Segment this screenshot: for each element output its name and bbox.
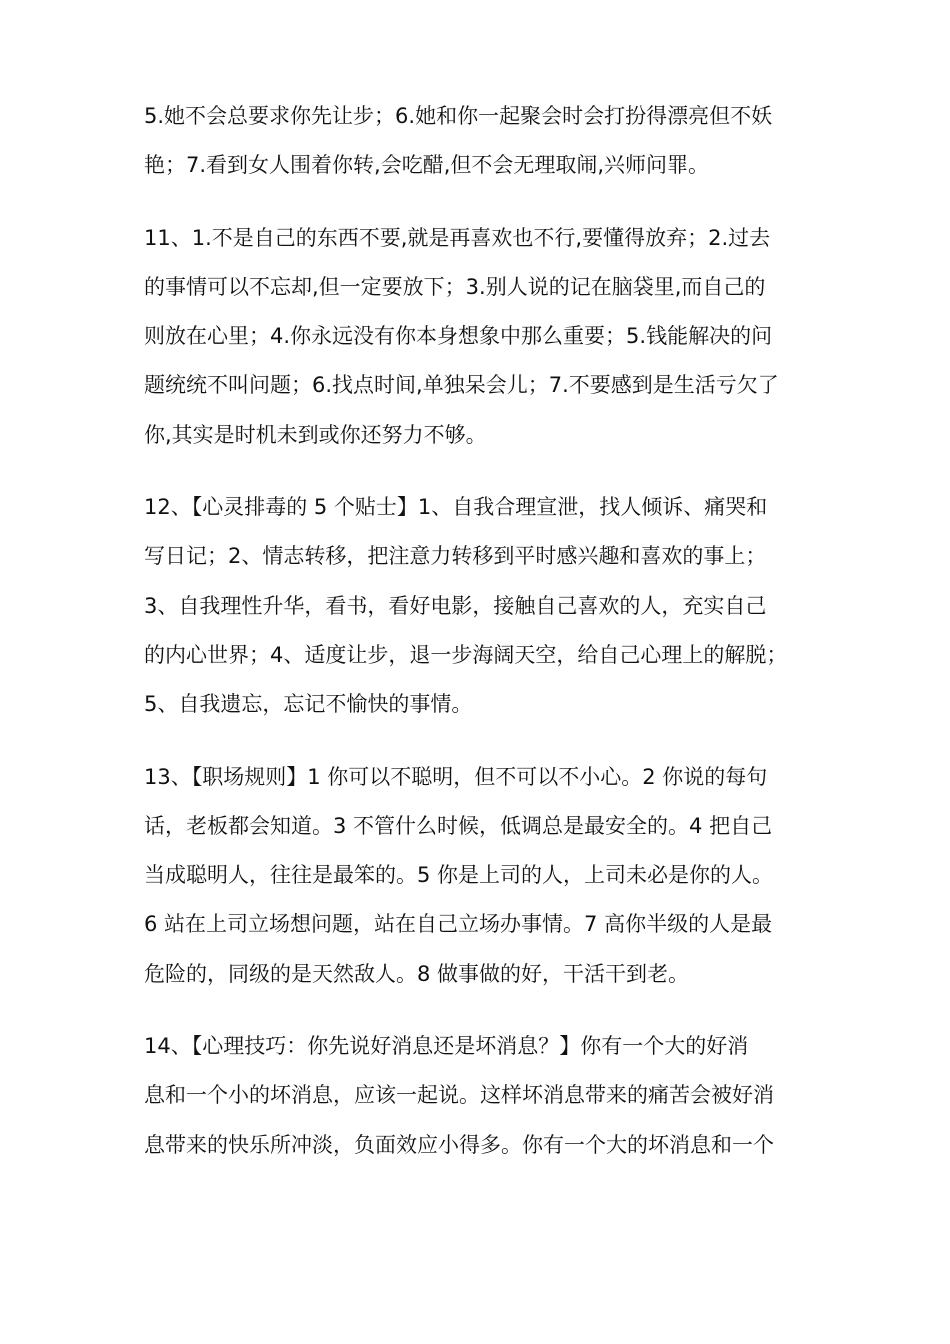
paragraph-item-11	[144, 214, 824, 460]
text-line: 话，老板都会知道。3 不管什么时候，低调总是最安全的。4 把自己	[144, 813, 773, 838]
text-line: 11、1.不是自己的东西不要,就是再喜欢也不行,要懂得放弃；2.过去	[144, 225, 771, 250]
paragraph-item-14	[144, 1022, 824, 1170]
paragraph-continuation-item-10	[144, 92, 824, 191]
text-line: 危险的，同级的是天然敌人。8 做事做的好，干活干到老。	[144, 961, 690, 986]
text-line: 息和一个小的坏消息，应该一起说。这样坏消息带来的痛苦会被好消	[144, 1083, 774, 1108]
text-line: 题统统不叫问题；6.找点时间,单独呆会儿；7.不要感到是生活亏欠了	[144, 373, 779, 398]
text-line: 的事情可以不忘却,但一定要放下；3.别人说的记在脑袋里,而自己的	[144, 274, 766, 299]
text-line: 5.她不会总要求你先让步；6.她和你一起聚会时会打扮得漂亮但不妖	[144, 104, 773, 128]
text-line: 5、自我遗忘，忘记不愉快的事情。	[144, 692, 473, 717]
paragraph-item-12	[144, 483, 824, 729]
text-line: 艳；7.看到女人围着你转,会吃醋,但不会无理取闹,兴师问罪。	[144, 153, 710, 178]
text-line: 则放在心里；4.你永远没有你本身想象中那么重要；5.钱能解决的问	[144, 324, 773, 349]
text-line: 3、自我理性升华，看书，看好电影，接触自己喜欢的人，充实自己	[144, 593, 767, 618]
text-line: 12、【心灵排毒的 5 个贴士】1、自我合理宣泄，找人倾诉、痛哭和	[144, 495, 768, 520]
text-line: 当成聪明人，往往是最笨的。5 你是上司的人，上司未必是你的人。	[144, 863, 774, 888]
text-line: 写日记；2、情志转移，把注意力转移到平时感兴趣和喜欢的事上；	[144, 544, 767, 569]
text-line: 13、【职场规则】1 你可以不聪明，但不可以不小心。2 你说的每句	[144, 764, 768, 789]
text-line: 息带来的快乐所冲淡，负面效应小得多。你有一个大的坏消息和一个	[144, 1132, 774, 1157]
document-body	[144, 92, 824, 1193]
text-line: 6 站在上司立场想问题，站在自己立场办事情。7 高你半级的人是最	[144, 912, 773, 937]
text-line: 你,其实是时机未到或你还努力不够。	[144, 422, 487, 447]
text-line: 的内心世界；4、适度让步，退一步海阔天空，给自己心理上的解脱；	[144, 642, 788, 667]
paragraph-item-13	[144, 753, 824, 999]
text-line: 14、【心理技巧：你先说好消息还是坏消息？】你有一个大的好消	[144, 1034, 749, 1059]
